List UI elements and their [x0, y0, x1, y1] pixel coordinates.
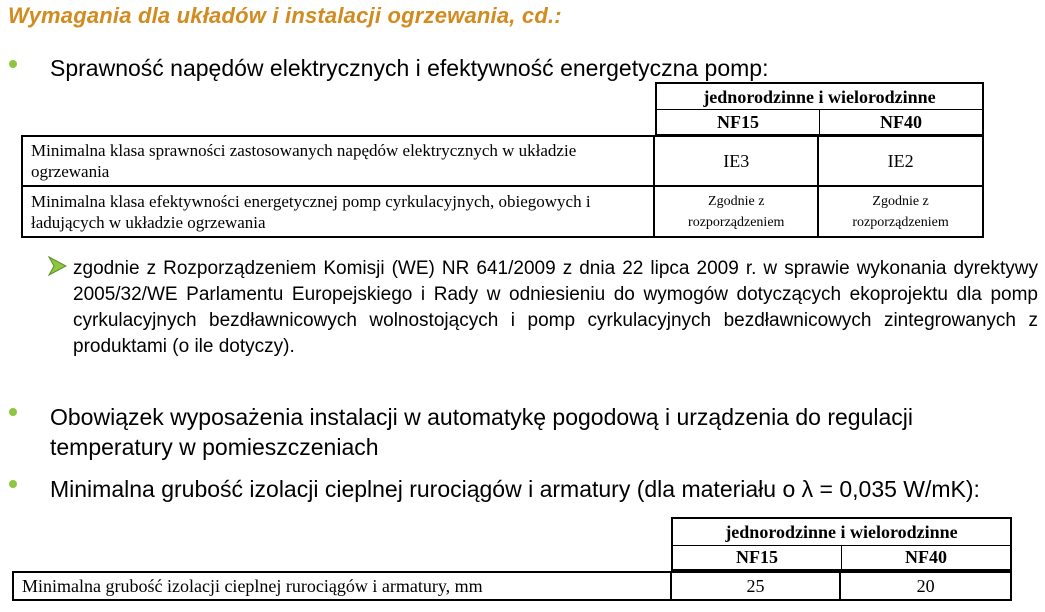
table-row	[22, 136, 983, 186]
table1-row2-nf15-cell	[654, 186, 818, 237]
bullet-dot	[9, 408, 17, 416]
bullet-1-text: Sprawność napędów elektrycznych i efektywność energetyczna pomp:	[50, 55, 769, 81]
table-row	[13, 572, 1011, 600]
table1-group-header: jednorodzinne i wielorodzinne	[657, 84, 982, 110]
table1-row1-nf15: IE3	[654, 136, 818, 186]
bullet-3-text: Minimalna grubość izolacji cieplnej rurociągów i armatury (dla materiału o λ = 0,035 W/mK):	[50, 476, 980, 502]
table2	[12, 571, 1012, 601]
table1-row2-label: Minimalna klasa efektywności energetycznej pomp cyrkulacyjnych, obiegowych i ładujących w układzie ogrzewania	[22, 186, 654, 237]
table2-group-header: jednorodzinne i wielorodzinne	[673, 519, 1010, 546]
table1-row2-nf15: Zgodnie z rozporządzeniem	[688, 193, 785, 230]
table1-row1-label: Minimalna klasa sprawności zastosowanych napędów elektrycznych w układzie ogrzewania	[22, 136, 654, 186]
table-row	[22, 186, 983, 237]
table1-header	[655, 82, 984, 136]
table1-row2-nf40-cell	[818, 186, 983, 237]
table1-row2-nf40: Zgodnie z rozporządzeniem	[852, 193, 949, 230]
table1-row1-nf40: IE2	[818, 136, 983, 186]
bullet-dot	[9, 480, 17, 488]
table1-col-nf15: NF15	[657, 110, 820, 134]
bullet-dot	[9, 60, 17, 68]
table2-header	[671, 517, 1012, 571]
table1-col-nf40: NF40	[880, 112, 922, 132]
table2-col-nf40: NF40	[905, 547, 947, 567]
table1	[21, 135, 984, 238]
regulation-note: zgodnie z Rozporządzeniem Komisji (WE) NR 641/2009 z dnia 22 lipca 2009 r. w sprawie wykonania dyrektywy 2005/32/WE Parlamentu Europejskiego i Rady w odniesieniu do wymogów dotyczących ekoprojektu dla pomp cyrkulacyjnych bezdławnicowych wolnostojących i pomp cyrkulacyjnych bezdławnicowych zintegrowanych z produktami (o ile dotyczy).	[73, 258, 1038, 357]
arrow-bullet-icon	[47, 255, 67, 277]
bullet-2-text: Obowiązek wyposażenia instalacji w automatykę pogodową i urządzenia do regulacji temperatury w pomieszczeniach	[50, 404, 913, 460]
table2-col-nf15: NF15	[673, 546, 842, 569]
table2-row1-label: Minimalna grubość izolacji cieplnej rurociągów i armatury, mm	[13, 572, 671, 600]
table2-row1-nf15: 25	[671, 572, 841, 600]
table2-row1-nf40: 20	[840, 572, 1011, 600]
page-title: Wymagania dla układów i instalacji ogrzewania, cd.:	[8, 3, 562, 28]
